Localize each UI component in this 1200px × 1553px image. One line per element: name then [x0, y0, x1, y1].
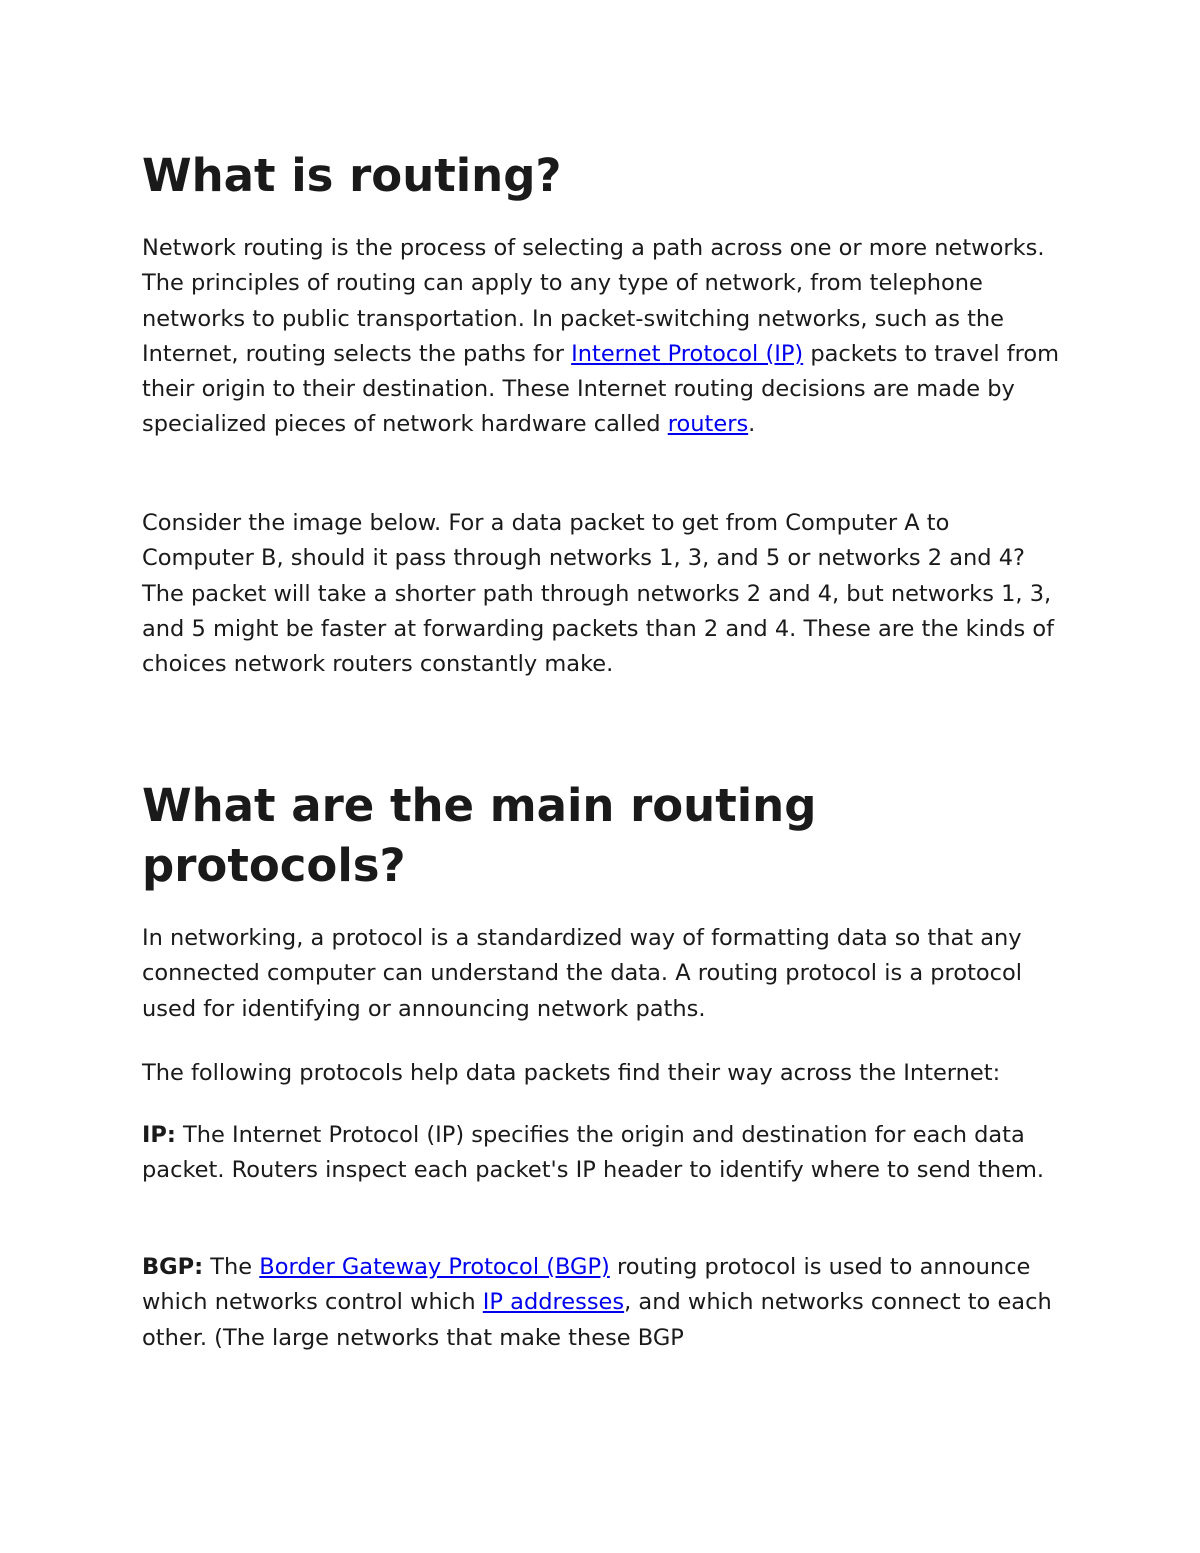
paragraph-routing-example: Consider the image below. For a data packet to get from Computer A to Computer B, should it pass through networks 1, 3, and 5 or networks 2 and 4? The packet will take a shorter path through networks 2 and 4, but networks 1, 3, and 5 might be faster at forwarding packets than 2 and 4. These are the kinds of choices network routers constantly make. — [142, 510, 1055, 678]
paragraph-text: Network routing is the process of selecting a path across one or more networks. The principles of routing can apply to any type of network, from telephone networks to public transportation. In packet-switching networks, such as the Internet, routing selects the paths for — [142, 235, 1045, 367]
paragraph-routing-definition — [142, 231, 1062, 443]
paragraph-protocols-intro: The following protocols help data packets find their way across the Internet: — [142, 1060, 1001, 1086]
heading-main-routing-protocols: What are the main routing protocols? — [142, 779, 817, 892]
ip-label: IP: — [142, 1122, 176, 1148]
ip-addresses-link[interactable]: IP addresses — [482, 1289, 625, 1316]
internet-protocol-link[interactable]: Internet Protocol (IP) — [571, 340, 804, 367]
heading-what-is-routing: What is routing? — [142, 149, 562, 202]
routers-link[interactable]: routers — [667, 411, 749, 438]
paragraph-text: packets to travel from their origin to their destination. These Internet routing decisions are made by specialized pieces of network hardware called — [142, 340, 1060, 438]
bgp-label: BGP: — [142, 1254, 204, 1280]
paragraph-protocol-definition: In networking, a protocol is a standardized way of formatting data so that any connected computer can understand the data. A routing protocol is a protocol used for identifying or announcing network paths. — [142, 925, 1023, 1022]
paragraph-text: . — [748, 411, 756, 438]
paragraph-text: routing protocol is used to announce which networks control which — [142, 1254, 1031, 1316]
border-gateway-protocol-link[interactable]: Border Gateway Protocol (BGP) — [259, 1254, 610, 1280]
paragraph-text: The Internet Protocol (IP) specifies the origin and destination for each data packet. Routers inspect each packet's IP header to identify where to send them. — [142, 1122, 1045, 1184]
paragraph-text: , and which networks connect to each other. (The large networks that make these BGP — [142, 1289, 1052, 1351]
paragraph-bgp-protocol — [142, 1250, 1062, 1356]
paragraph-ip-protocol — [142, 1118, 1062, 1189]
paragraph-text: The — [203, 1254, 260, 1280]
